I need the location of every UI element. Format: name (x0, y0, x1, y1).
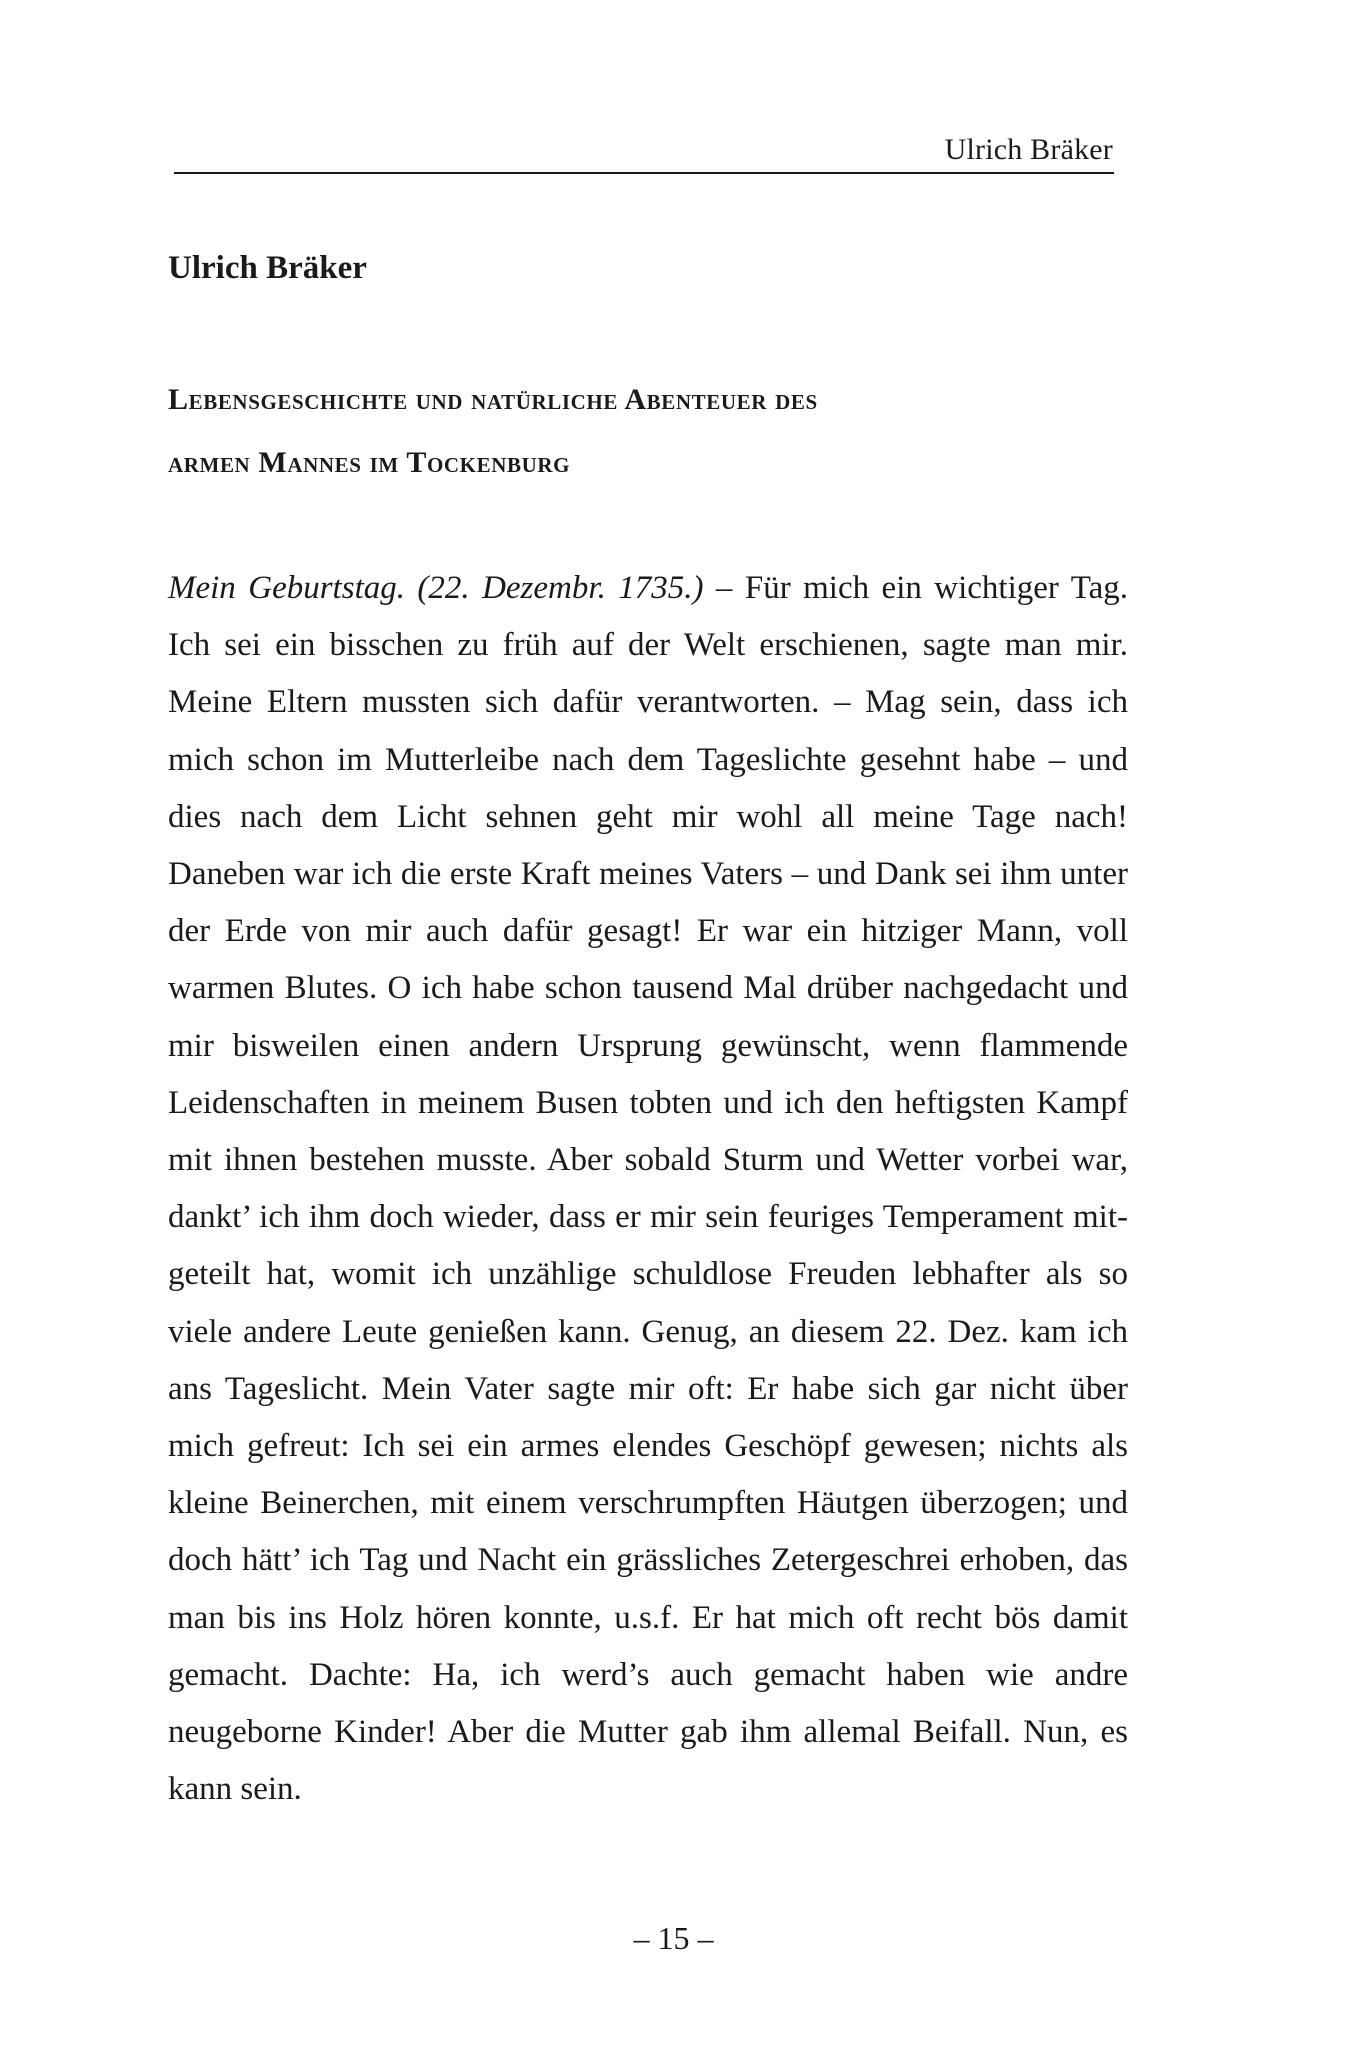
body-paragraph (168, 560, 1128, 1818)
work-title-line-2: armen Mannes im Tockenburg (168, 446, 571, 479)
header-rule (174, 172, 1114, 174)
running-header: Ulrich Bräker (944, 133, 1113, 166)
work-title-line-1: Lebensgeschichte und natürliche Abenteuer des (168, 383, 818, 416)
paragraph-lead-italic: Mein Geburtstag. (22. Dezembr. 1735.) (168, 570, 704, 606)
work-title (168, 368, 1128, 494)
page-number: – 15 – (633, 1920, 714, 1956)
author-heading: Ulrich Bräker (168, 250, 367, 286)
paragraph-text: – Für mich ein wichtiger Tag. Ich sei ein bisschen zu früh auf der Welt erschienen, sagte man mir. Meine Eltern mussten sich dafür verantworten. – Mag sein, dass ich mich schon im Mutterleibe nach dem Tageslichte gesehnt habe – und dies nach dem Licht sehnen geht mir wohl all meine Tage nach! Daneben war ich die erste Kraft meines Vaters – und Dank sei ihm unter der Erde von mir auch dafür gesagt! Er war ein hitziger Mann, voll warmen Blutes. O ich habe schon tausend Mal drüber nachgedacht und mir bisweilen einen andern Ursprung gewünscht, wenn flammende Leidenschaften in meinem Busen tobten und ich den heftigsten Kampf mit ihnen bestehen musste. Aber sobald Sturm und Wetter vorbei war, dankt’ ich ihm doch wieder, dass er mir sein feuriges Temperament mitgeteilt hat, womit ich unzählige schuldlose Freuden lebhafter als so viele andere Leute genießen kann. Genug, an diesem 22. Dez. kam ich ans Tageslicht. Mein Vater sagte mir oft: Er habe sich gar nicht über mich gefreut: Ich sei ein armes elendes Geschöpf gewesen; nichts als kleine Beinerchen, mit einem verschrumpften Häutgen überzogen; und doch hätt’ ich Tag und Nacht ein grässliches Zetergeschrei erhoben, das man bis ins Holz hören konnte, u.s.f. Er hat mich oft recht bös damit gemacht. Dachte: Ha, ich werd’s auch gemacht haben wie andre neugeborne Kinder! Aber die Mutter gab ihm allemal Beifall. Nun, es kann sein. (168, 570, 1128, 1808)
